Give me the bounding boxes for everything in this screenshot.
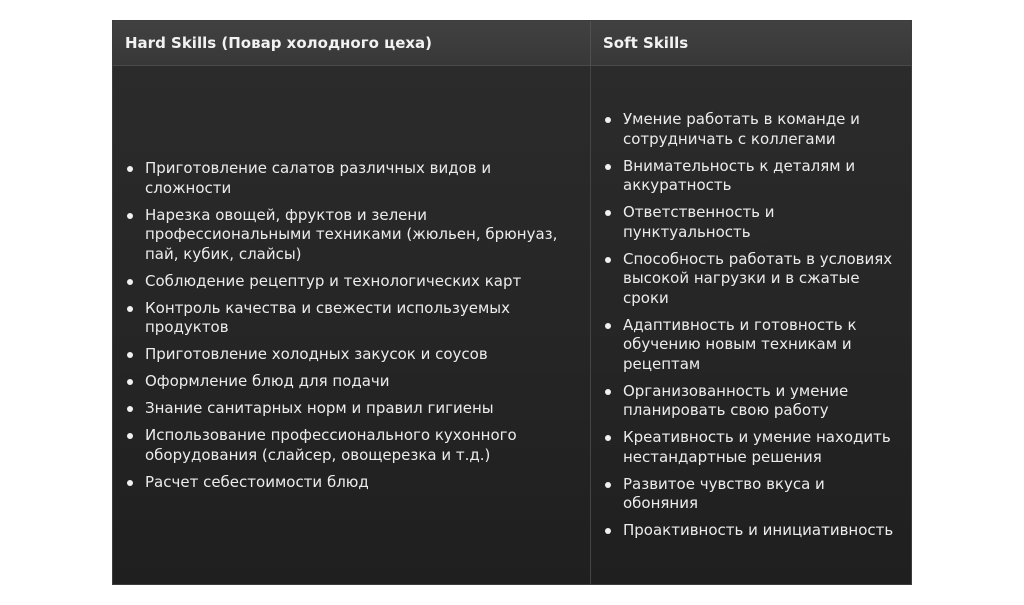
table-header: [113, 21, 911, 66]
list-item: Контроль качества и свежести используемых продуктов: [125, 299, 572, 338]
list-item: Организованность и умение планировать свою работу: [603, 382, 897, 421]
soft-skills-list: [603, 110, 897, 541]
list-item: Расчет себестоимости блюд: [125, 473, 572, 493]
list-item: Приготовление холодных закусок и соусов: [125, 345, 572, 365]
skills-table: [112, 20, 912, 585]
list-item: Знание санитарных норм и правил гигиены: [125, 399, 572, 419]
list-item: Приготовление салатов различных видов и сложности: [125, 159, 572, 198]
list-item: Креативность и умение находить нестандартные решения: [603, 428, 897, 467]
list-item: Развитое чувство вкуса и обоняния: [603, 475, 897, 514]
list-item: Соблюдение рецептур и технологических карт: [125, 272, 572, 292]
list-item: Использование профессионального кухонного оборудования (слайсер, овощерезка и т.д.): [125, 426, 572, 465]
header-hard-skills: Hard Skills (Повар холодного цеха): [113, 21, 591, 65]
list-item: Внимательность к деталям и аккуратность: [603, 157, 897, 196]
list-item: Ответственность и пунктуальность: [603, 203, 897, 242]
list-item: Нарезка овощей, фруктов и зелени профессиональными техниками (жюльен, брюнуаз, пай, кубик, слайсы): [125, 206, 572, 265]
list-item: Оформление блюд для подачи: [125, 372, 572, 392]
header-soft-skills: Soft Skills: [603, 34, 689, 52]
list-item: Способность работать в условиях высокой нагрузки и в сжатые сроки: [603, 250, 897, 309]
list-item: Проактивность и инициативность: [603, 521, 897, 541]
hard-skills-list: [125, 159, 572, 492]
table-body: [113, 66, 911, 585]
list-item: Адаптивность и готовность к обучению новым техникам и рецептам: [603, 316, 897, 375]
list-item: Умение работать в команде и сотрудничать с коллегами: [603, 110, 897, 149]
hard-skills-cell: [113, 66, 591, 585]
soft-skills-cell: [591, 66, 911, 585]
